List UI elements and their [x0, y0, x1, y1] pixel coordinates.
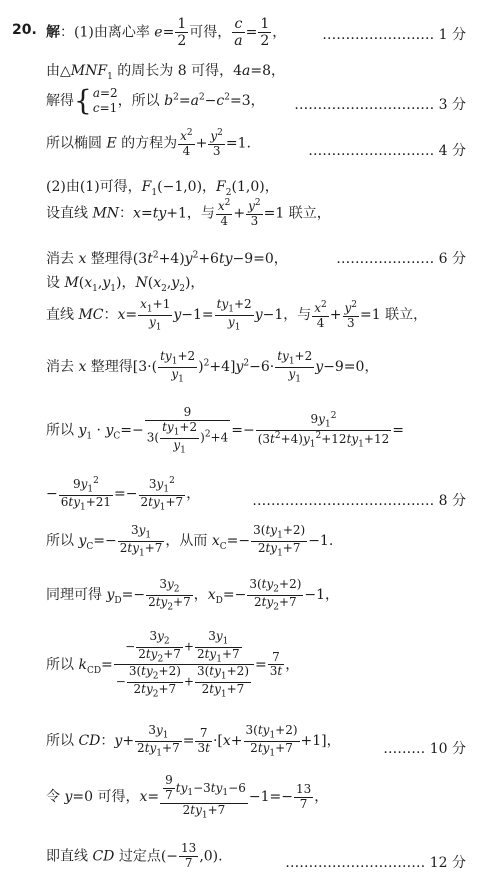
step-6-formula: 设直线 MN：x=ty+1，与 $\frac{x^2}{4}$ + $\frac{y^2}{3}$ =1 联立， [46, 198, 331, 228]
step-16 [0, 724, 488, 770]
step-8 [0, 272, 488, 296]
step-18 [0, 842, 488, 882]
step-7 [0, 248, 488, 272]
step-16-formula: 所以 CD：y+ $\frac{3y_1}{2ty_1+7}$ = $\frac{7}{3t}$ ·[x+ $\frac{3(ty_1+2)}{2ty_1+7}$ +1]， [46, 723, 341, 759]
step-15 [0, 624, 488, 722]
step-1 [0, 12, 488, 52]
step-14 [0, 578, 488, 624]
step-17 [0, 774, 488, 838]
step-12 [0, 476, 488, 520]
step-11 [0, 400, 488, 476]
step-5-formula: (2)由(1)可得，$F_1(-1,0)$，$F_2(1,0)$， [46, 179, 279, 198]
step-1-points: …………………… 1 分 [322, 27, 466, 43]
step-4 [0, 128, 488, 166]
step-18-formula: 即直线 CD 过定点(− $\frac{13}{7}$ ,0). [46, 841, 223, 870]
step-9-formula: 直线 MC：x= $\frac{x_1+1}{y_1}$ y−1= $\frac{ty_1+2}{y_1}$ y−1，与 $\frac{x^2}{4}$ + $\frac{y^2}{3}$ =1 联立， [46, 297, 428, 333]
step-11-formula: 所以 $y_1 \cdot y_C=-$ 9 3( $\frac{ty_1+2}{y_1}$ )$^2$+4 =− $\frac{9y_1^2}{(3t^2+4)y_1^2+12ty_1+12}$ = [46, 405, 404, 455]
problem-number: 20. [12, 22, 37, 38]
step-14-formula: 同理可得 $y_D=-$ $\frac{3y_2}{2ty_2+7}$ ，$x_D=-$ $\frac{3(ty_2+2)}{2ty_2+7}$ −1， [46, 577, 340, 613]
step-4-formula: 所以椭圆 E 的方程为 $\frac{x^2}{4}$ + $\frac{y^2}{3}$ =1. [46, 128, 251, 158]
step-13-formula: 所以 $y_C=-$ $\frac{3y_1}{2ty_1+7}$ ，从而 $x_C=-$ $\frac{3(ty_1+2)}{2ty_1+7}$ −1. [46, 523, 334, 559]
step-7-formula: 消去 x 整理得$(3t^2+4)y^2+6ty-9=0$， [46, 250, 288, 267]
step-10-formula: 消去 x 整理得[3·( $\frac{ty_1+2}{y_1}$ )$^2+4]y^2-6\cdot$ $\frac{ty_1+2}{y_1}$ y−9=0， [46, 349, 379, 385]
step-15-formula: 所以 $k_{CD}=$ − $\frac{3y_2}{2ty_2+7}$ + $\frac{3y_1}{2ty_1+7}$ − $\frac{3(ty_2+2)}{2ty_2+7}$ + $\frac{3(ty_1+2)}{2ty_1+7}$ = $\frac{7}{3t}$ ， [46, 629, 300, 700]
step-10 [0, 350, 488, 396]
step-3-points: ………………………… 3 分 [294, 97, 466, 113]
step-17-formula: 令 y=0 可得，x= $\frac{9}{7}$ $ty_1-3ty_1-6$ $2ty_1+7$ −1=− $\frac{13}{7}$ ， [46, 773, 329, 820]
step-18-points: ………………………… 12 分 [285, 855, 466, 871]
step-7-points: ………………… 6 分 [336, 251, 466, 267]
step-9 [0, 298, 488, 342]
step-2 [0, 60, 488, 86]
step-1-formula: 解：(1)由离心率 e= $\frac{1}{2}$ 可得， $\frac{c}{a}$ = $\frac{1}{2}$ ， [46, 16, 287, 50]
step-3 [0, 84, 488, 122]
step-16-points: ……… 10 分 [383, 741, 466, 757]
step-6 [0, 198, 488, 238]
step-12-points: ………………………………… 8 分 [252, 493, 466, 509]
step-8-formula: 设 $M(x_1,y_1)$，$N(x_2,y_2)$， [46, 275, 205, 294]
step-5 [0, 176, 488, 200]
step-3-formula: 解得{a=2 c=1，所以 $b^2=a^2-c^2=3$， [46, 84, 265, 117]
step-2-formula: 由$\triangle MNF_1$ 的周长为 8 可得，4a=8， [46, 63, 285, 82]
step-12-formula: − $\frac{9y_1^2}{6ty_1+21}$ =− $\frac{3y_1^2}{2ty_1+7}$ ， [46, 476, 201, 513]
step-13 [0, 524, 488, 570]
step-4-points: ……………………… 4 分 [308, 143, 466, 159]
